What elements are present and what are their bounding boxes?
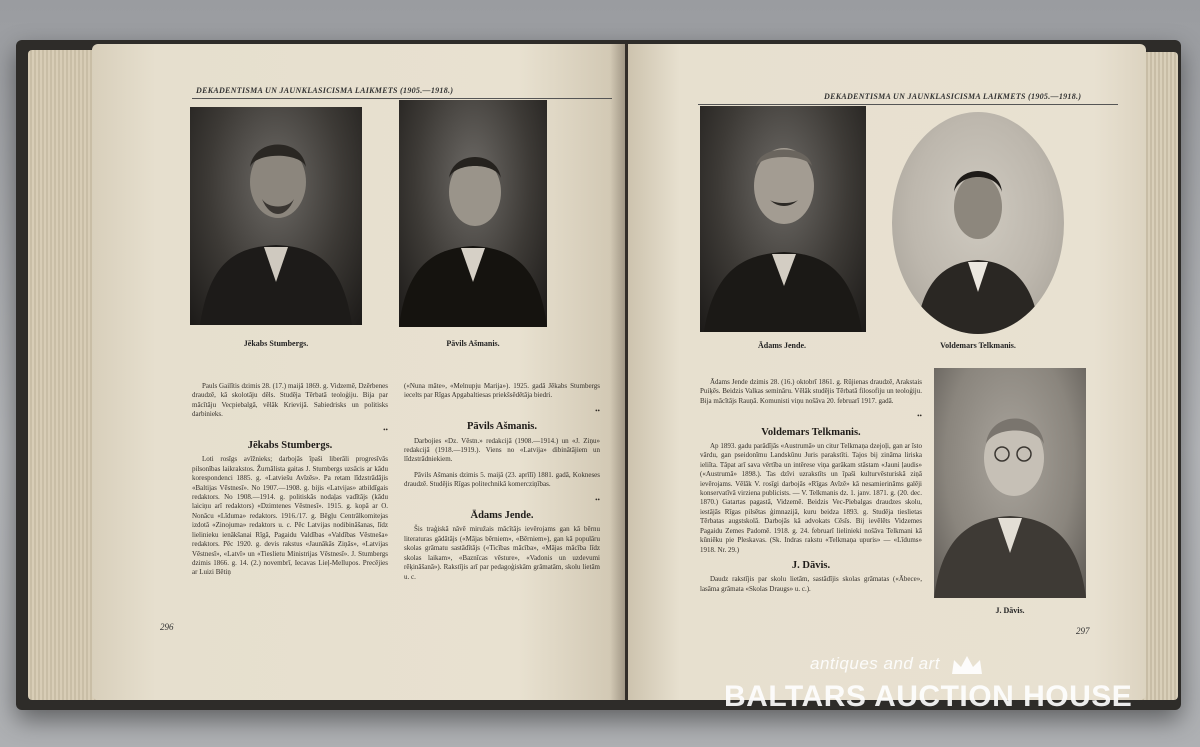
right-column-1 (700, 378, 922, 600)
paragraph-asmanis-1: Darbojies «Dz. Vēstn.» redakcijā (1908.—1914.) un «J. Ziņu» redakcijā (1918.—1919.). Viens no «Latvija» dibinātājiem un līdzstrādniekiem. (404, 436, 600, 464)
paragraph-gailitis: Pauls Gailītis dzimis 28. (17.) maijā 1869. g. Vidzemē, Dzērbenes draudzē, kā skolotāju dēls. Studēja Tērbatā teoloģiju. Bija par mācītāju Vecpiebalgā, vēlāk Krievijā. Sabiedrisks un politisks darbinieks. (192, 382, 388, 419)
end-mark: •• (595, 406, 600, 415)
paragraph-stumbergs: Loti rosīgs avīžnieks; darbojās īpaši liberāli progresīvās pilsonības laikrakstos. Žurnālista gaitas J. Stumbergs uzsācis ar kādu korespondenci 1885. g. «Latviešu Avīzēs». Pa retam līdzstrādājis «Baltijas Vēstnesī». No 1907.—1908. g. bijis «Latvijas» atbildīgais redaktors. No 1908.—1914. g. politiskās nodaļas vadītājs (kādu laiciņu arī redaktors) «Dzimtenes Vēstnesī». 1915. g. kopā ar O. Nonācu «Līduma» redaktors. 1916./17. g. Bēgļu Centrālkomitejas izdotā «Zinojuma» redaktors u. c. Pēc Latvijas nodibināšanas, līdz lielinieku ienākšanai Rīgā, Pagaidu Valdības «Valdības Vēstneša» redaktors. Pēc 1920. g. devis rakstus «Jaunākās Ziņās», «Latvijas Vēstnesī», «Latvī» un «Tieslietu Ministrijas Vēstnesī». J. Stumbergs dzimis 1866. g. 14. (2.) novembrī, Iecavas Lieļ-Mellupos. Precējies ar Luizi Bētiņ (192, 455, 388, 577)
page-number-right: 297 (1076, 626, 1090, 636)
caption-asmanis: Pāvils Ašmanis. (446, 339, 500, 348)
caption-stumbergs: Jēkabs Stumbergs. (243, 339, 309, 348)
page-number-left: 296 (160, 622, 174, 632)
paragraph-davis: Daudz rakstījis par skolu lietām, sastādījis skolas grāmatas («Ābece», lasāma grāmata «Skolas Draugs» u. c.). (700, 575, 922, 593)
portrait-photo-stumbergs (190, 107, 362, 325)
paragraph-jende: Šis traģiskā nāvē miružais mācītājs ievērojams gan kā bērnu literaturas gādātājs («Mājas bērniem», «Bērniem»), gan kā populāru skolas grāmatu sastādītājs («Ticības mācība», «Mājas mācība līdz skolas laikam», «Baznīcas vēsture», «Vadonis un uzdevumi rēķināšanā»). Rakstījis arī par pedagoģiskām grāmatām, skolu lietām u. c. (404, 525, 600, 581)
caption-davis: J. Dāvis. (995, 606, 1025, 615)
heading-telkmanis: Voldemars Telkmanis. (761, 426, 861, 438)
heading-davis: J. Dāvis. (791, 559, 831, 571)
end-mark: •• (383, 425, 388, 434)
watermark-brand: BALTARS AUCTION HOUSE (724, 680, 1133, 713)
portrait-photo-telkmanis (892, 112, 1064, 334)
portrait-photo-asmanis (399, 100, 547, 327)
running-head: DEKADENTISMA UN JAUNKLASICISMA LAIKMETS (1905.—1918.) (824, 92, 1082, 101)
portrait-photo-davis (934, 368, 1086, 598)
right-page (628, 44, 1146, 700)
end-mark: •• (917, 412, 922, 421)
portrait-photo-jende (700, 106, 866, 332)
header-rule (192, 98, 612, 99)
left-page (92, 44, 625, 700)
watermark-tagline: antiques and art (810, 654, 940, 673)
heading-jende: Ādams Jende. (470, 510, 534, 522)
crown-icon (950, 654, 984, 676)
paragraph-telkmanis: Ap 1893. gadu parādījās «Austrumā» un citur Telkmaņa dzejoļi, gan ar īsto vārdu, gan pseidonīmu Landskūnu Juris parakstīti. Tajos bij zināma liriska ieliīta. Tāpat arī sava vērtība un intērese viņa garākam stāstam «Jauni ļaudis» («Austrumā» 1898.). Tas dzīvi uzrakstīts un īpaši kulturvēsturiskā ziņā ievērojams. Vēlāk V. rosīgi darbojās «Rīgas Avīzē» kā nesamierināms galēji konservatīvā virziena publicists. — V. Telkmanis dz. 1. janv. 1871. g. (20. dec. 1870.) Gatartas pagastā, Vidzemē. Beidzis Vec-Piebalgas draudzes skolu, iestājās Rīgas pilsētas ģimnazijā, kuru beidza 1893. g. Studēja tieslietas Tērbatas augstskolā. Darbojās kā advokats Cēsīs. Bij ievēlēts Vidzemes Pagaidu Zemes Padomē. 1918. g. 24. februarī lielinieki nošāva Telkmani kā kūniēku pie Pleskavas. (Sk. Indras rakstu «Telkmaņa upuris» — «Līdums» 1918. Nr. 29.) (700, 442, 922, 554)
heading-asmanis: Pāvils Ašmanis. (466, 421, 537, 433)
header-rule (698, 104, 1118, 105)
caption-jende: Ādams Jende. (757, 341, 807, 350)
heading-stumbergs: Jēkabs Stumbergs. (247, 440, 333, 452)
caption-telkmanis: Voldemars Telkmanis. (940, 341, 1016, 350)
running-head: DEKADENTISMA UN JAUNKLASICISMA LAIKMETS (1905.—1918.) (196, 86, 454, 95)
auction-house-watermark (724, 654, 1133, 718)
paragraph-jende-bio: Ādams Jende dzimis 28. (16.) oktobrī 1861. g. Rūjienas draudzē, Arakstais Puiķēs. Beidzis Valkas semināru. Vēlāk studējis Tērbatā filosofiju un teoloģiju. Bija mācītājs Rauņā. Komunisti viņu nošāva 20. februarī 1917. gadā. (700, 378, 922, 405)
left-column-2 (404, 382, 600, 588)
left-column-1 (192, 382, 388, 584)
paragraph-stumbergs-cont: («Nuna māte», «Melnupju Marija»). 1925. gadā Jēkabs Stumbergs iecelts par Rīgas Apgabaltiesas priekšsēdētāja biedri. (404, 382, 600, 400)
end-mark: •• (595, 495, 600, 504)
paragraph-asmanis-2: Pāvils Ašmanis dzimis 5. maijā (23. aprīlī) 1881. gadā, Kokneses draudzē. Studējis Rīgas politechnikā komercziņības. (404, 470, 600, 489)
